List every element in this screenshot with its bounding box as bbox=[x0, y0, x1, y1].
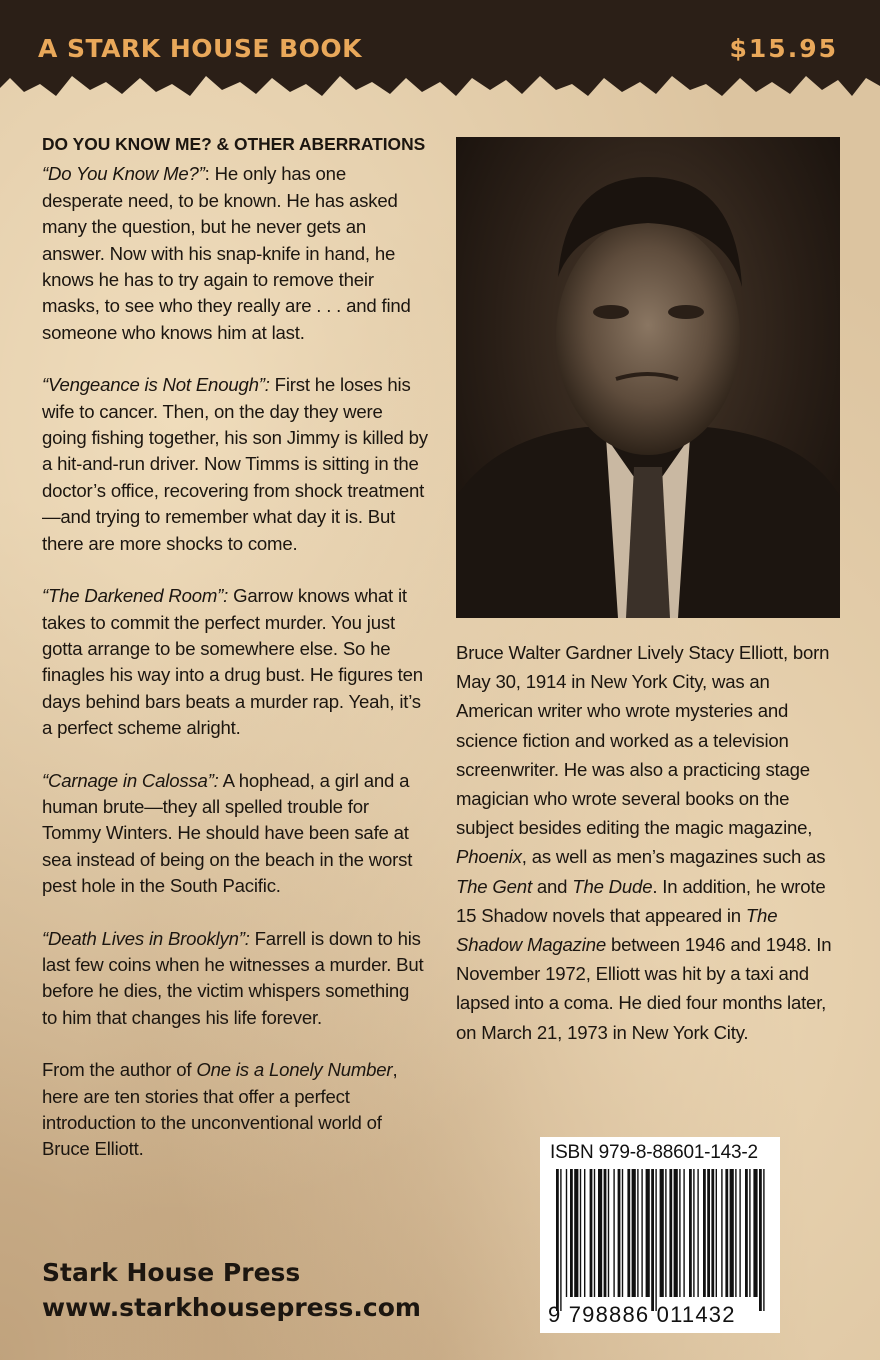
barcode-bar bbox=[745, 1169, 748, 1297]
story-blurb bbox=[42, 161, 428, 346]
barcode-bar bbox=[637, 1169, 638, 1297]
barcode-bar bbox=[560, 1169, 561, 1311]
story-text: : He only has one desperate need, to be known. He has asked many the question, but he never gets an answer. Now with his snap-knife in hand, he knows he has to try again to remove their masks, to see who they really are . . . and find someone who knows him at last. bbox=[42, 163, 411, 343]
story-blurb bbox=[42, 926, 428, 1032]
story-blurb bbox=[42, 768, 428, 900]
barcode-bar bbox=[574, 1169, 578, 1297]
story-title: “The Darkened Room”: bbox=[42, 585, 229, 607]
barcode-bar bbox=[641, 1169, 642, 1297]
barcode-bar bbox=[598, 1169, 602, 1297]
barcode-digits: 9 798886 011432 bbox=[548, 1302, 736, 1327]
barcode-bar bbox=[566, 1169, 567, 1297]
barcode-bar bbox=[665, 1169, 666, 1297]
barcode-bar bbox=[753, 1169, 757, 1297]
story-text: Farrell is down to his last few coins when he witnesses a murder. But before he dies, the victim whispers something to him that changes his life forever. bbox=[42, 927, 424, 1028]
barcode-bar bbox=[679, 1169, 680, 1297]
barcode-bar bbox=[683, 1169, 684, 1297]
barcode-bar bbox=[739, 1169, 740, 1297]
barcode-bar bbox=[759, 1169, 762, 1311]
barcode-bar bbox=[711, 1169, 714, 1297]
imprint-title: A STARK HOUSE BOOK bbox=[38, 34, 363, 63]
price-label: $15.95 bbox=[729, 34, 838, 63]
barcode-bar bbox=[707, 1169, 710, 1297]
barcode-bar bbox=[580, 1169, 581, 1297]
barcode-bar bbox=[622, 1169, 623, 1297]
story-text: First he loses his wife to cancer. Then, on the day they were going fishing together, his son Jimmy is killed by a hit-and-run driver. Now Timms is sitting in the doctor’s office, recovering from shock treatment—and trying to remember what day it is. But there are more shocks to come. bbox=[42, 374, 428, 554]
barcode-bar bbox=[608, 1169, 609, 1297]
barcode-bar bbox=[674, 1169, 678, 1297]
magazine-title: The Dude bbox=[572, 875, 653, 897]
story-title: “Carnage in Calossa”: bbox=[42, 769, 219, 791]
barcode-bar bbox=[655, 1169, 656, 1311]
barcode-bar bbox=[627, 1169, 630, 1297]
barcode-bar bbox=[669, 1169, 672, 1297]
book-title-heading: DO YOU KNOW ME? & OTHER ABERRATIONS bbox=[42, 134, 426, 154]
barcode-bar bbox=[660, 1169, 664, 1297]
barcode-bar bbox=[721, 1169, 722, 1297]
story-text: A hophead, a girl and a human brute—they all spelled trouble for Tommy Winters. He should have been safe at sea instead of being on the beach in the worst pest hole in the South Pacific. bbox=[42, 769, 413, 897]
publisher-block bbox=[42, 1255, 421, 1325]
barcode-bar bbox=[703, 1169, 706, 1297]
barcode-bar bbox=[618, 1169, 621, 1297]
barcode-bar bbox=[613, 1169, 614, 1297]
author-bio: Bruce Walter Gardner Lively Stacy Elliott, born May 30, 1914 in New York City, was an American writer who wrote mysteries and science fiction and worked as a television screenwriter. He was also a practicing stage magician who wrote several books on the subject besides editing the magic magazine, Phoenix, as well as men’s magazines such as The Gent and The Dude. In addition, he wrote 15 Shadow novels that appeared in The Shadow Magazine between 1946 and 1948. In November 1972, Elliott was hit by a taxi and lapsed into a coma. He died four months later, on March 21, 1973 in New York City. bbox=[456, 642, 832, 1043]
barcode-bar bbox=[651, 1169, 654, 1311]
barcode-bar bbox=[693, 1169, 694, 1297]
story-title: “Vengeance is Not Enough”: bbox=[42, 374, 270, 396]
barcode-bar bbox=[697, 1169, 698, 1297]
barcode-bar bbox=[689, 1169, 692, 1297]
story-descriptions bbox=[42, 131, 428, 1189]
isbn-barcode bbox=[540, 1137, 780, 1333]
author-photo bbox=[456, 137, 840, 618]
book-reference: One is a Lonely Number bbox=[196, 1059, 393, 1081]
publisher-name: Stark House Press bbox=[42, 1258, 301, 1287]
barcode-bar bbox=[632, 1169, 636, 1297]
barcode-bar bbox=[763, 1169, 764, 1311]
story-blurb bbox=[42, 583, 428, 741]
barcode-bar bbox=[594, 1169, 595, 1297]
barcode-bar bbox=[716, 1169, 717, 1297]
barcode-bar bbox=[556, 1169, 559, 1311]
story-text: Garrow knows what it takes to commit the perfect murder. You just gotta arrange to be somewhere else. So he finagles his way into a drug bust. He figures ten days behind bars beats a murder rap. Yeah, it’s a perfect scheme alright. bbox=[42, 585, 423, 739]
story-title: “Do You Know Me?” bbox=[42, 163, 205, 185]
barcode-bar bbox=[725, 1169, 728, 1297]
isbn-number: ISBN 979-8-88601-143-2 bbox=[550, 1142, 758, 1163]
magazine-title: The Gent bbox=[456, 875, 532, 897]
barcode-bar bbox=[730, 1169, 734, 1297]
barcode-bar bbox=[735, 1169, 736, 1297]
top-banner bbox=[0, 0, 880, 110]
story-blurb bbox=[42, 372, 428, 557]
barcode-bar bbox=[749, 1169, 750, 1297]
magazine-title: Phoenix bbox=[456, 846, 522, 868]
barcode-bar bbox=[584, 1169, 585, 1297]
barcode-bar bbox=[590, 1169, 593, 1297]
closing-blurb: From the author of One is a Lonely Number, here are ten stories that offer a perfect introduction to the unconventional world of Bruce Elliott. bbox=[42, 1059, 398, 1160]
barcode-bar bbox=[570, 1169, 573, 1297]
publisher-url: www.starkhousepress.com bbox=[42, 1293, 421, 1322]
barcode-bar bbox=[646, 1169, 650, 1297]
story-title: “Death Lives in Brooklyn”: bbox=[42, 927, 250, 949]
author-portrait-illustration bbox=[456, 137, 840, 618]
barcode-bar bbox=[604, 1169, 607, 1297]
magazine-title: The Shadow Magazine bbox=[456, 904, 778, 956]
